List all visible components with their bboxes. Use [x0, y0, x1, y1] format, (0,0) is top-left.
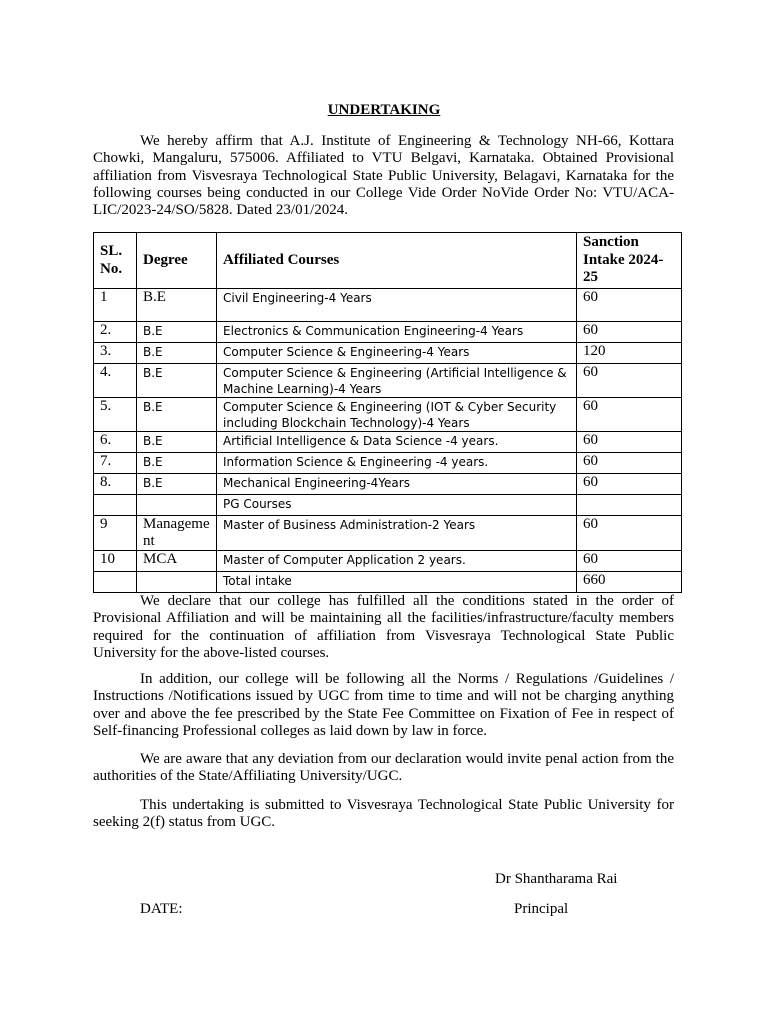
signatory-title: Principal — [514, 901, 569, 917]
declaration-paragraph — [93, 593, 674, 662]
row-course: Total intake — [217, 572, 577, 593]
table-row — [94, 289, 682, 322]
declaration-text: We declare that our college has fulfilled all the conditions stated in the order of Provisional Affiliation and will be maintaining all the facilities/infrastructure/faculty members required for the continuation of affiliation from Visvesraya Technological State Public University for the above-listed courses. — [93, 593, 674, 661]
row-intake: 60 — [577, 516, 682, 551]
header-degree: Degree — [137, 233, 217, 289]
table-row — [94, 572, 682, 593]
row-intake: 60 — [577, 551, 682, 572]
row-course: Artificial Intelligence & Data Science -4 years. — [217, 432, 577, 453]
row-sl: 7. — [94, 453, 137, 474]
row-intake: 60 — [577, 322, 682, 343]
row-sl: 1 — [94, 289, 137, 322]
date-label: DATE: — [140, 901, 183, 917]
row-degree: B.E — [137, 364, 217, 398]
row-sl: 10 — [94, 551, 137, 572]
row-sl — [94, 495, 137, 516]
row-degree: B.E — [137, 453, 217, 474]
table-row — [94, 453, 682, 474]
row-course: Master of Business Administration-2 Years — [217, 516, 577, 551]
norms-text: In addition, our college will be following all the Norms / Regulations /Guidelines / Instructions /Notifications issued by UGC from time to time and will not be charging anything over and above the fee prescribed by the State Fee Committee on Fixation of Fee in respect of Self-financing Professional colleges as laid down by law in force. — [93, 671, 674, 739]
row-course: Information Science & Engineering -4 years. — [217, 453, 577, 474]
row-sl: 3. — [94, 343, 137, 364]
awareness-paragraph — [93, 751, 674, 786]
row-sl — [94, 572, 137, 593]
row-degree: B.E — [137, 432, 217, 453]
row-degree: MCA — [137, 551, 217, 572]
row-intake: 60 — [577, 398, 682, 432]
table-row — [94, 516, 682, 551]
intro-text: We hereby affirm that A.J. Institute of Engineering & Technology NH-66, Kottara Chowki, Mangaluru, 575006. Affiliated to VTU Belgavi, Karnataka. Obtained Provisional affiliation from Visvesraya Technological State Public University, Belagavi, Karnataka for the following courses being conducted in our College Vide Order NoVide Order No: VTU/ACA-LIC/2023-24/SO/5828. Dated 23/01/2024. — [93, 133, 674, 219]
row-sl: 6. — [94, 432, 137, 453]
row-course: Master of Computer Application 2 years. — [217, 551, 577, 572]
row-sl: 9 — [94, 516, 137, 551]
table-row — [94, 551, 682, 572]
row-intake: 60 — [577, 474, 682, 495]
courses-table — [93, 232, 682, 593]
row-degree — [137, 495, 217, 516]
row-course: PG Courses — [217, 495, 577, 516]
header-intake: Sanction Intake 2024-25 — [577, 233, 682, 289]
document-title: UNDERTAKING — [327, 102, 441, 118]
signatory-name: Dr Shantharama Rai — [495, 871, 618, 887]
row-intake: 660 — [577, 572, 682, 593]
table-row — [94, 322, 682, 343]
intro-paragraph — [93, 133, 674, 219]
row-course: Civil Engineering-4 Years — [217, 289, 577, 322]
row-sl: 4. — [94, 364, 137, 398]
row-course: Computer Science & Engineering (IOT & Cyber Security including Blockchain Technology)-4 Years — [217, 398, 577, 432]
table-row — [94, 474, 682, 495]
row-degree: B.E — [137, 289, 217, 322]
row-course: Computer Science & Engineering (Artificial Intelligence & Machine Learning)-4 Years — [217, 364, 577, 398]
table-row — [94, 364, 682, 398]
row-course: Mechanical Engineering-4Years — [217, 474, 577, 495]
row-intake: 60 — [577, 432, 682, 453]
table-row — [94, 495, 682, 516]
row-intake: 60 — [577, 364, 682, 398]
row-intake — [577, 495, 682, 516]
norms-paragraph — [93, 671, 674, 740]
row-degree — [137, 572, 217, 593]
header-course: Affiliated Courses — [217, 233, 577, 289]
row-degree: Management — [137, 516, 217, 551]
header-sl: SL. No. — [94, 233, 137, 289]
table-row — [94, 398, 682, 432]
row-degree: B.E — [137, 474, 217, 495]
submission-paragraph — [93, 797, 674, 832]
row-course: Electronics & Communication Engineering-4 Years — [217, 322, 577, 343]
row-sl: 2. — [94, 322, 137, 343]
table-row — [94, 432, 682, 453]
row-sl: 5. — [94, 398, 137, 432]
row-intake: 60 — [577, 453, 682, 474]
awareness-text: We are aware that any deviation from our declaration would invite penal action from the authorities of the State/Affiliating University/UGC. — [93, 751, 674, 785]
row-degree: B.E — [137, 322, 217, 343]
row-intake: 60 — [577, 289, 682, 322]
row-degree: B.E — [137, 343, 217, 364]
row-course: Computer Science & Engineering-4 Years — [217, 343, 577, 364]
submission-text: This undertaking is submitted to Visvesraya Technological State Public University for seeking 2(f) status from UGC. — [93, 797, 674, 831]
row-degree: B.E — [137, 398, 217, 432]
table-row — [94, 343, 682, 364]
row-intake: 120 — [577, 343, 682, 364]
row-sl: 8. — [94, 474, 137, 495]
table-header-row — [94, 233, 682, 289]
